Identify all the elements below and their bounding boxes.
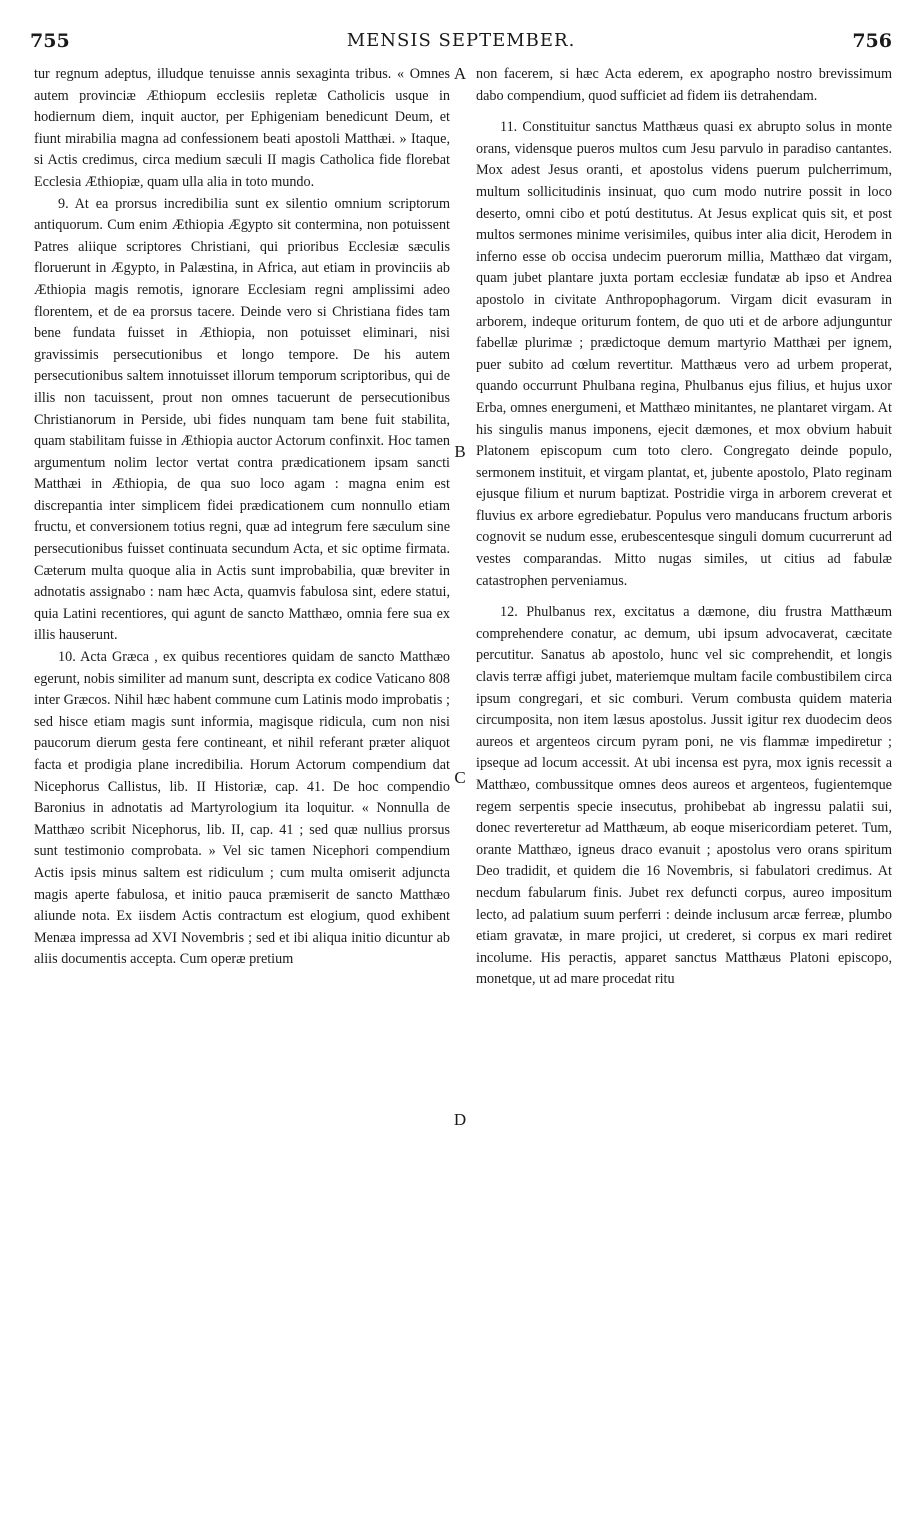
left-column — [34, 64, 450, 971]
right-column — [476, 64, 892, 991]
margin-marker-a: A — [453, 64, 467, 83]
margin-marker-c: C — [454, 768, 466, 787]
page-header — [30, 30, 892, 60]
page-number-left: 755 — [30, 30, 70, 52]
running-title: MENSIS SEPTEMBER. — [346, 30, 576, 51]
page-number-right: 756 — [852, 30, 892, 52]
paragraph-continuation: tur regnum adeptus, illudque tenuisse annis sexaginta tribus. « Omnes autem provinciæ Æthiopum ecclesiis repletæ Catholicis usque in hodiernum diem, inquit auctor, per Ephigeniam benedicunt Deum, et fiunt mirabilia magna ad confessionem beati apostoli Matthæi. » Itaque, si Actis credimus, circa medium sæculi II magis Catholica fide florebat Ecclesia Æthiopiæ, quam ulla alia in toto mundo. — [34, 66, 450, 190]
paragraph-12: 12. Phulbanus rex, excitatus a dæmone, diu frustra Matthæum comprehendere conatur, ac demum, ubi ipsum advocaverat, cæcitate percutitur. Sanatus ab apostolo, hunc vel sic comprehendit, et longis clavis terræ affigi jubet, materiemque multam facile combustibilem circa ipsum congregari, et sic comburi. Verum combusta quidem materia circumposita, non item læsus apostolus. Jussit igitur rex duodecim deos aureos et argenteos circum pyram poni, ne vis flammæ impediretur ; ipseque ad locum accessit. At ubi incensa est pyra, mox ignis recessit a Matthæo, combussitque omnes deos aureos et argenteos, fugientemque regem serpentis specie insecutus, prohibebat ab ingressu palatii sui, donec reverteretur ad Matthæum, ab eoque misericordiam peteret. Tum, orante Matthæo, igneus draco evanuit ; apostolus vero orans spiritum Deo tradidit, et quidem die 16 Novembris, si fabulatori credimus. At necdum fabularum finis. Jubet rex defuncti corpus, aureo impositum lecto, ad palatium suum perferri : deinde inclusum arcæ ferreæ, plumbo etiam gravatæ, in mare projici, ut crederet, si corpus ex mari rediret incolume. His peractis, apparet sanctus Matthæus Platoni episcopo, monetque, ut ad mare procedat ritu — [476, 604, 892, 988]
paragraph-continuation-right: non facerem, si hæc Acta ederem, ex apographo nostro brevissimum dabo compendium, quod sufficiet ad fidem iis detrahendam. — [476, 66, 892, 104]
margin-marker-d: D — [453, 1110, 467, 1129]
paragraph-10: 10. Acta Græca , ex quibus recentiores quidam de sancto Matthæo egerunt, nobis similiter ad manum sunt, descripta ex codice Vaticano 808 inter Græcos. Nihil hæc habent commune cum Latinis modo improbatis ; sed hisce etiam magis sunt informia, magisque ridicula, cum non nisi paucorum dierum gesta fere contineant, et nihil referant præter aliquot facta et prodigia plane incredibilia. Horum Actorum compendium dat Nicephorus Callistus, lib. II Historiæ, cap. 41. De hoc compendio Baronius in adnotatis ad Martyrologium ita loquitur. « Nonnulla de Matthæo scribit Nicephorus, lib. II, cap. 41 ; sed quæ nullius prorsus sunt testimonio comprobata. » Vel sic tamen Nicephori compendium Actis ipsis minus saltem est ridiculum ; cum multa omiserit adjuncta magis aperte fabulosa, et initio pauca præmiserit de sancto Matthæo aliunde nota. Ex iisdem Actis contractum est elogium, quod exhibent Menæa impressa ad XVI Novembris ; sed et ibi aliqua initio dicuntur ab aliis documentis accepta. Cum operæ pretium — [34, 649, 450, 968]
margin-marker-b: B — [454, 442, 466, 461]
paragraph-9: 9. At ea prorsus incredibilia sunt ex silentio omnium scriptorum antiquorum. Cum enim Æthiopia Ægypto sit contermina, non potuissent Patres aliique scriptores Christiani, qui prioribus Ecclesiæ sæculis floruerunt in Ægypto, in Palæstina, in Africa, aut etiam in provinciis ab Æthiopia magis remotis, ignorare Ecclesiam regni amplissimi adeo florentem, et de ea prorsus tacere. Deinde vero si Christiana fides tam bene fundata fuisset in Æthiopia, non potuisset eliminari, nisi gravissimis persecutionibus et longo tempore. De his autem persecutionibus saltem innotuisset illorum temporum scriptoribus, qui de illis non tacuissent, prout non omnes tacuerunt de persecutionibus Christianorum in Perside, ubi fides nunquam tam bene fuit stabilita, quam stabilitam fuisse in Æthiopia auctor Actorum confinxit. Hoc tamen argumentum nolim lector vertat contra prædicationem ipsam sancti Matthæi in Æthiopia, de qua suo loco agam : magna enim est discrepantia inter simplicem fidei prædicationem cum nonnullo etiam fructu, et conversionem totius regni, quæ ad integrum fere sæculum sine persecutionibus fuisset continuata secundum Acta, et sic optime firmata. Cæterum multa quoque alia in Actis sunt improbabilia, quæ breviter in adnotatis assignabo : nam hæc Acta, quamvis fabulosa sint, edere statui, quia Latini recentiores, qui agunt de sancto Matthæo, omnia fere sua ex illis hauserunt. — [34, 195, 450, 644]
paragraph-11: 11. Constituitur sanctus Matthæus quasi ex abrupto solus in monte orans, vidensque pueros multos cum Jesu parvulo in paradiso cantantes. Mox adest Jesus oranti, et apostolus videns puerum pulcherrimum, multum sollicitudinis insinuat, quo cum modo nutrire possit in loco deserto, omni cibo et potú destitutus. At Jesus explicat quis sit, et post multos sermones minime verisimiles, quibus inter alia dicit, Herodem in inferno esse ob occisa undecim puerorum millia, Matthæo dat virgam, quam jubet plantare juxta portam ecclesiæ fundatæ ab ipso et Andrea apostolo in civitate Anthropophagorum. Virgam dicit evasuram in arborem, indeque oriturum fontem, de quo uti et de arbore adjunguntur fabellæ plurimæ ; prædictoque demum martyrio Matthæi per ignem, puer subito ad cœlum revertitur. Matthæus vero ad urbem properat, quando occurrunt Phulbana regina, Phulbanus ejus filius, et hujus uxor Erba, omnes energumeni, et Matthæo minitantes, ne plantaret virgam. At his singulis manus imponens, ejecit dæmones, et mox obvium habuit Platonem episcopum cum toto clero. Congregato deinde populo, sermonem instituit, et virgam plantat, et, jubente apostolo, Plato reginam ejusque filium et nurum baptizat. Postridie virga in arborem creverat et fluvius ex arbore egrediebatur. Populus vero manducans fructum arboris cognovit se nudum esse, erubescentesque singuli domum cucurrerunt ad vestes comparandas. Mitto nugas similes, ut citius ad fabulæ catastrophen perveniamus. — [476, 119, 892, 589]
